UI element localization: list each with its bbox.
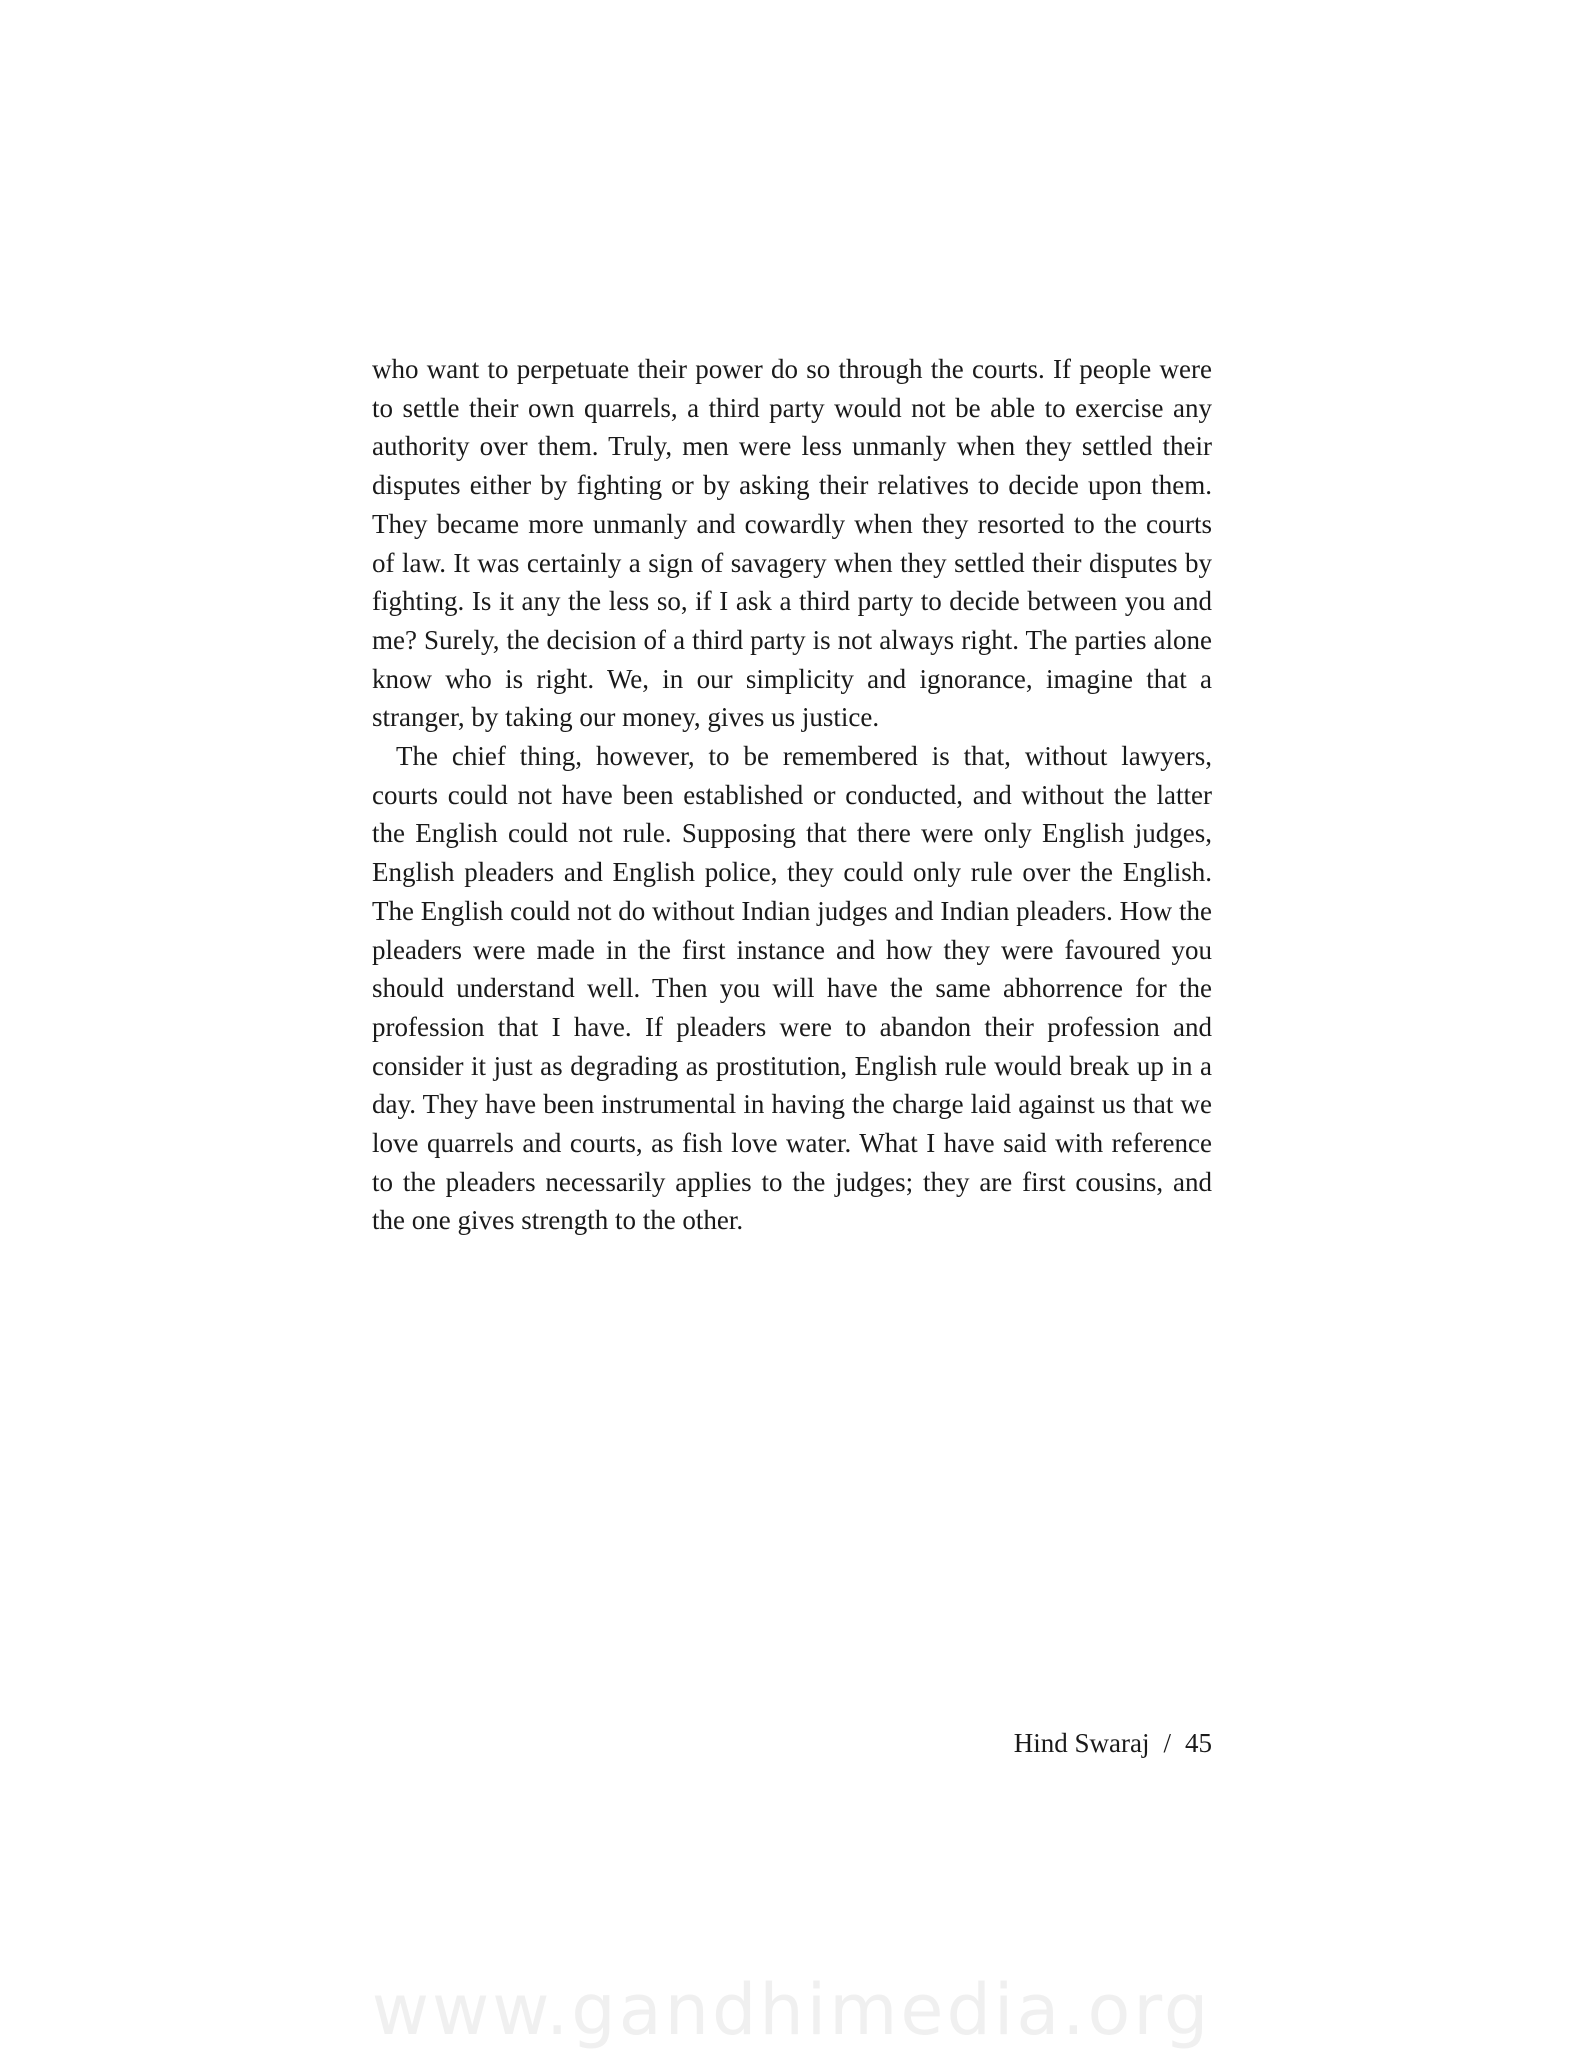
watermark: www.gandhimedia.org [371,1969,1212,2051]
footer-separator: / [1163,1728,1171,1758]
book-title: Hind Swaraj [1013,1728,1150,1758]
page-number: 45 [1185,1728,1212,1758]
paragraph-2: The chief thing, however, to be remembered is that, without lawyers, courts could not have been established or conducted, and without the latter the English could not rule. Supposing that there were only English judges, English pleaders and English police, they could only rule over the English. The English could not do without Indian judges and Indian pleaders. How the pleaders were made in the first instance and how they were favoured you should understand well. Then you will have the same abhorrence for the profession that I have. If pleaders were to abandon their profession and consider it just as degrading as prostitution, English rule would break up in a day. They have been instrumental in having the charge laid against us that we love quarrels and courts, as fish love water. What I have said with reference to the pleaders necessarily applies to the judges; they are first cousins, and the one gives strength to the other. [372,741,1212,1236]
running-footer [1014,1727,1212,1759]
paragraph-1: who want to perpetuate their power do so through the courts. If people were to settle their own quarrels, a third party would not be able to exercise any authority over them. Truly, men were less unmanly when they settled their disputes either by fighting or by asking their relatives to decide upon them. They became more unmanly and cowardly when they resorted to the courts of law. It was certainly a sign of savagery when they settled their disputes by fighting. Is it any the less so, if I ask a third party to decide between you and me? Surely, the decision of a third party is not always right. The parties alone know who is right. We, in our simplicity and ignorance, imagine that a stranger, by taking our money, gives us justice. [372,354,1212,733]
body-text [372,350,1212,1240]
